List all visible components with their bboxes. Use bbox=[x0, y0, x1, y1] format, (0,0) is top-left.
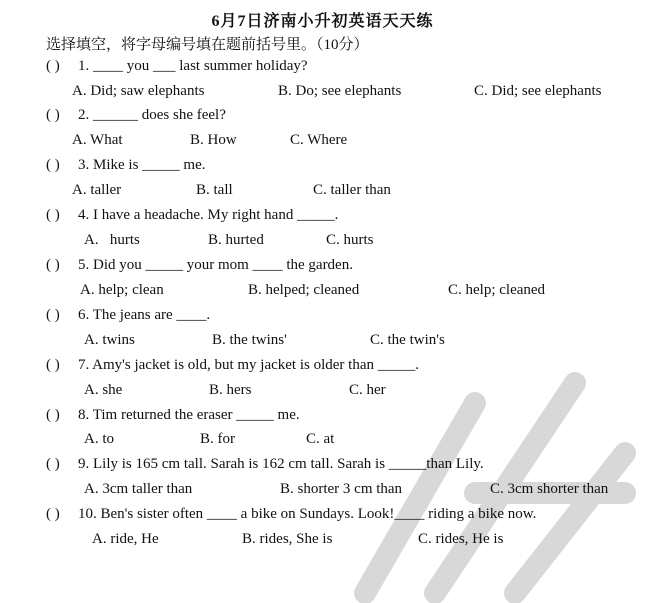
option-a: A. she bbox=[84, 382, 123, 398]
option-b: B. helped; cleaned bbox=[248, 282, 360, 298]
option-c: C. hurts bbox=[326, 232, 374, 248]
answer-bracket[interactable]: ( ) bbox=[46, 357, 60, 373]
option-b: B. shorter 3 cm than bbox=[280, 481, 403, 497]
option-c: C. at bbox=[306, 431, 335, 447]
question-8 bbox=[46, 407, 300, 424]
answer-bracket[interactable]: ( ) bbox=[46, 107, 60, 123]
question-6 bbox=[46, 307, 210, 324]
option-b: B. hers bbox=[209, 382, 252, 398]
question-text: 4. I have a headache. My right hand _____. bbox=[78, 207, 339, 223]
option-c: C. help; cleaned bbox=[448, 282, 546, 298]
question-text: 5. Did you _____ your mom ____ the garden. bbox=[78, 257, 353, 273]
question-text: 2. ______ does she feel? bbox=[78, 107, 226, 123]
question-text: 1. ____ you ___ last summer holiday? bbox=[78, 58, 308, 74]
option-c: C. taller than bbox=[313, 182, 391, 198]
option-b: B. for bbox=[200, 431, 235, 447]
question-text: 10. Ben's sister often ____ a bike on Sundays. Look!____ riding a bike now. bbox=[78, 506, 537, 522]
option-b: B. the twins' bbox=[212, 332, 287, 348]
option-c: C. rides, He is bbox=[418, 531, 504, 547]
question-4 bbox=[46, 207, 338, 224]
answer-bracket[interactable]: ( ) bbox=[46, 207, 60, 223]
question-3 bbox=[46, 157, 206, 174]
answer-bracket[interactable]: ( ) bbox=[46, 58, 60, 74]
answer-bracket[interactable]: ( ) bbox=[46, 257, 60, 273]
question-10 bbox=[46, 506, 536, 523]
option-a: A. help; clean bbox=[80, 282, 164, 298]
option-c: C. Where bbox=[290, 132, 348, 148]
option-c: C. the twin's bbox=[370, 332, 445, 348]
answer-bracket[interactable]: ( ) bbox=[46, 407, 60, 423]
instruction-text: 选择填空，将字母编号填在题前括号里。（10分） bbox=[46, 37, 369, 53]
option-a: A. Did; saw elephants bbox=[72, 83, 205, 99]
option-a: A. twins bbox=[84, 332, 135, 348]
option-a: A. ride, He bbox=[92, 531, 159, 547]
question-text: 6. The jeans are ____. bbox=[78, 307, 211, 323]
option-a: A. 3cm taller than bbox=[84, 481, 193, 497]
answer-bracket[interactable]: ( ) bbox=[46, 456, 60, 472]
question-text: 3. Mike is _____ me. bbox=[78, 157, 206, 173]
option-b: B. rides, She is bbox=[242, 531, 333, 547]
question-1 bbox=[46, 58, 308, 75]
option-a: A. to bbox=[84, 431, 114, 447]
answer-bracket[interactable]: ( ) bbox=[46, 157, 60, 173]
option-c: C. Did; see elephants bbox=[474, 83, 602, 99]
worksheet-title: 6月7日济南小升初英语天天练 bbox=[211, 13, 434, 30]
question-5 bbox=[46, 257, 353, 274]
question-9 bbox=[46, 456, 484, 473]
question-7 bbox=[46, 357, 419, 374]
option-c: C. 3cm shorter than bbox=[490, 481, 609, 497]
option-b: B. hurted bbox=[208, 232, 264, 248]
answer-bracket[interactable]: ( ) bbox=[46, 506, 60, 522]
option-b: B. Do; see elephants bbox=[278, 83, 402, 99]
question-text: 8. Tim returned the eraser _____ me. bbox=[78, 407, 300, 423]
question-2 bbox=[46, 107, 226, 124]
option-b: B. tall bbox=[196, 182, 233, 198]
option-a: A. What bbox=[72, 132, 123, 148]
option-a: A. taller bbox=[72, 182, 122, 198]
option-b: B. How bbox=[190, 132, 237, 148]
question-text: 7. Amy's jacket is old, but my jacket is older than _____. bbox=[78, 357, 419, 373]
option-a: A. hurts bbox=[84, 232, 140, 248]
option-c: C. her bbox=[349, 382, 386, 398]
answer-bracket[interactable]: ( ) bbox=[46, 307, 60, 323]
question-text: 9. Lily is 165 cm tall. Sarah is 162 cm tall. Sarah is _____than Lily. bbox=[78, 456, 484, 472]
